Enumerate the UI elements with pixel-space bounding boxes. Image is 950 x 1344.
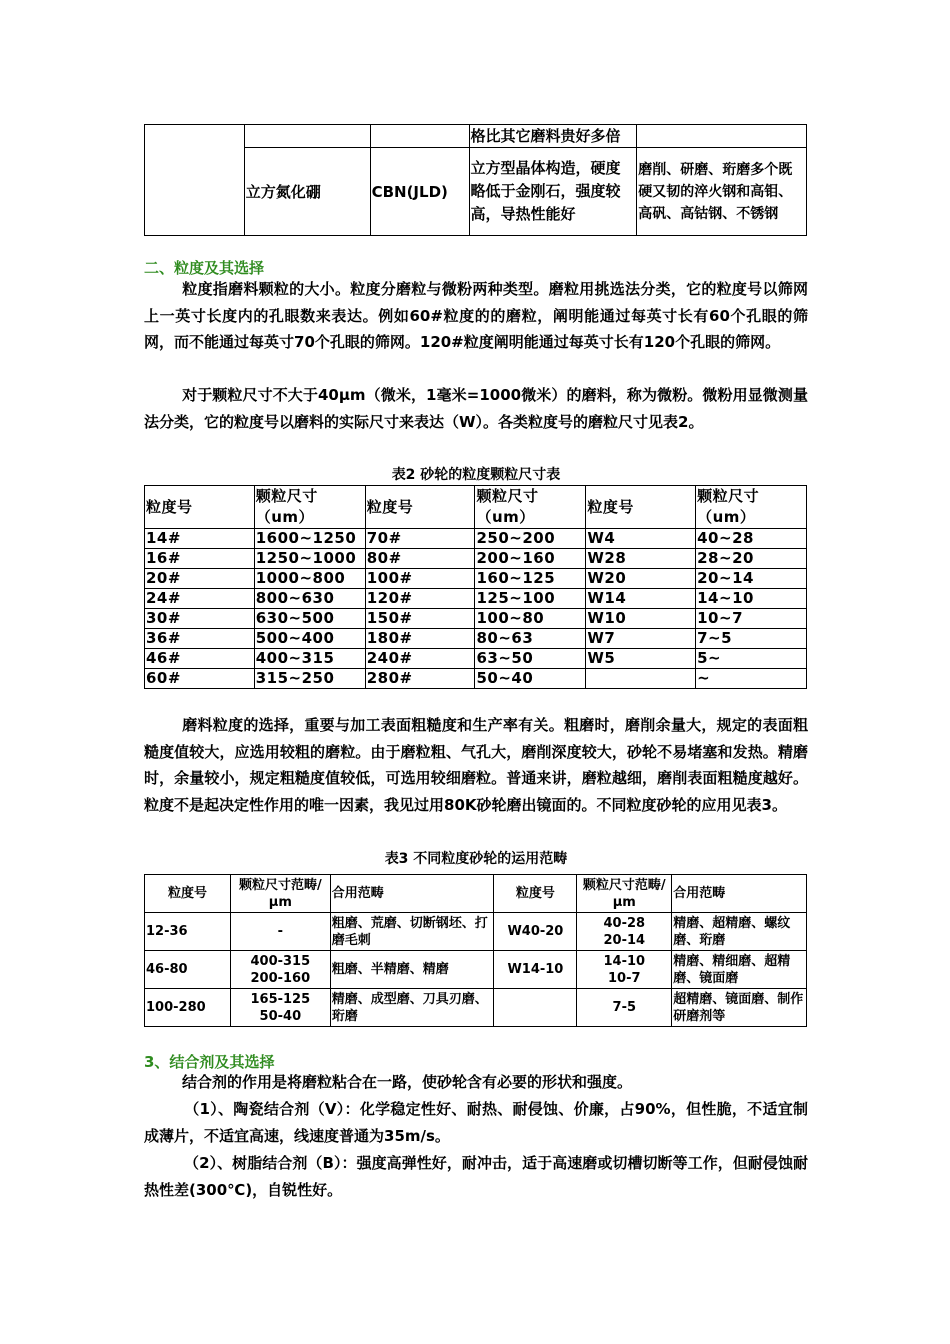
table-cell: 60# (145, 669, 255, 689)
paragraph-text: 结合剂的作用是将磨粒粘合在一路，使砂轮含有必要的形状和强度。 (182, 1073, 633, 1091)
table-row (145, 913, 807, 951)
paragraph (144, 1150, 808, 1203)
table-cell: 立方氮化硼 (244, 148, 370, 236)
paragraph (144, 1096, 808, 1149)
table-cell: 36# (145, 629, 255, 649)
table-cell: 20# (145, 569, 255, 589)
table-cell: 100# (365, 569, 475, 589)
table-cell: 63~50 (475, 649, 586, 669)
table-cell: W20 (586, 569, 696, 589)
table-cell: 1000~800 (254, 569, 365, 589)
table-cell: 28~20 (696, 549, 807, 569)
table-cell: W4 (586, 529, 696, 549)
table-cell (586, 669, 696, 689)
table-cell (494, 989, 577, 1027)
table-cell (244, 125, 370, 148)
table-cell: 超精磨、镜面磨、制作研磨剂等 (672, 989, 807, 1027)
table-cell: 160~125 (475, 569, 586, 589)
table-header-cell: 颗粒尺寸范畴/μm (577, 875, 672, 913)
table-row (145, 589, 807, 609)
table-header-cell: 粒度号 (494, 875, 577, 913)
table-cell: 100~80 (475, 609, 586, 629)
table-cell: 400-315 200-160 (230, 951, 330, 989)
table-cell: 500~400 (254, 629, 365, 649)
table-header-row (145, 875, 807, 913)
table-cell: 20~14 (696, 569, 807, 589)
table-cell: 12-36 (145, 913, 231, 951)
table-header-cell: 颗粒尺寸（um） (254, 486, 365, 529)
table-cell: 200~160 (475, 549, 586, 569)
table-cell: W5 (586, 649, 696, 669)
table-cell: 粗磨、半精磨、精磨 (330, 951, 494, 989)
section-heading: 3、结合剂及其选择 (144, 1053, 275, 1071)
table-cell: 280# (365, 669, 475, 689)
table-cell: 150# (365, 609, 475, 629)
table-cell: 40-28 20-14 (577, 913, 672, 951)
table-cell: 精磨、精细磨、超精磨、镜面磨 (672, 951, 807, 989)
table-cell: 5~ (696, 649, 807, 669)
paragraph (144, 712, 808, 818)
table-cell: 粗磨、荒磨、切断钢坯、打磨毛刺 (330, 913, 494, 951)
table-header-cell: 合用范畴 (330, 875, 494, 913)
grit-application-table (144, 874, 807, 1027)
table-cell: 14~10 (696, 589, 807, 609)
table-cell: - (230, 913, 330, 951)
table-row (145, 629, 807, 649)
table-cell: 格比其它磨料贵好多倍 (469, 125, 637, 148)
table-cell: 40~28 (696, 529, 807, 549)
table-cell: 70# (365, 529, 475, 549)
table-cell: 400~315 (254, 649, 365, 669)
paragraph-text: （2）、树脂结合剂（B）：强度高弹性好，耐冲击，适于高速磨或切槽切断等工作，但耐侵蚀耐热性差(300℃)，自锐性好。 (144, 1154, 808, 1199)
paragraph-text: （1）、陶瓷结合剂（V）：化学稳定性好、耐热、耐侵蚀、价廉，占90%，但性脆，不适宜制成薄片，不适宜高速，线速度普通为35m/s。 (144, 1100, 808, 1145)
table-row (145, 989, 807, 1027)
table-cell: 240# (365, 649, 475, 669)
table-header-cell: 粒度号 (586, 486, 696, 529)
table-cell: W14 (586, 589, 696, 609)
table-cell: 180# (365, 629, 475, 649)
table-header-cell: 合用范畴 (672, 875, 807, 913)
table-caption: 表2 砂轮的粒度颗粒尺寸表 (391, 467, 561, 483)
table-header-cell: 颗粒尺寸（um） (696, 486, 807, 529)
table-row (145, 649, 807, 669)
abrasive-table-continued (144, 124, 807, 236)
table-cell: 50~40 (475, 669, 586, 689)
table-cell: 80# (365, 549, 475, 569)
table-row (145, 529, 807, 549)
table-cell: 1250~1000 (254, 549, 365, 569)
table-cell: 46# (145, 649, 255, 669)
table-cell: 165-125 50-40 (230, 989, 330, 1027)
section-heading: 二、粒度及其选择 (144, 259, 265, 277)
table-cell: 315~250 (254, 669, 365, 689)
table-cell: 100-280 (145, 989, 231, 1027)
table-cell: W40-20 (494, 913, 577, 951)
table-cell: 14# (145, 529, 255, 549)
table-cell: 24# (145, 589, 255, 609)
paragraph-text: 粒度指磨料颗粒的大小。粒度分磨粒与微粉两种类型。磨粒用挑选法分类，它的粒度号以筛网上一英寸长度内的孔眼数来表达。例如60#粒度的的磨粒，阐明能通过每英寸长有60个孔眼的筛网，而不能通过每英寸70个孔眼的筛网。120#粒度阐明能通过每英寸长有120个孔眼的筛网。 (144, 280, 808, 351)
table-cell: 250~200 (475, 529, 586, 549)
paragraph (144, 276, 808, 356)
paragraph-text: 对于颗粒尺寸不大于40μm（微米，1毫米=1000微米）的磨料，称为微粉。微粉用显微测量法分类，它的粒度号以磨料的实际尺寸来表达（W）。各类粒度号的磨粒尺寸见表2。 (144, 386, 808, 431)
table-cell: W10 (586, 609, 696, 629)
table-row (145, 549, 807, 569)
table-cell: 磨削、研磨、珩磨多个既硬又韧的淬火钢和高钼、高矾、高钴钢、不锈钢 (637, 148, 807, 236)
table-caption: 表3 不同粒度砂轮的运用范畴 (384, 851, 568, 867)
paragraph (144, 1069, 808, 1096)
table-row (145, 609, 807, 629)
table-header-cell: 粒度号 (145, 486, 255, 529)
table-cell: W7 (586, 629, 696, 649)
table-cell (637, 125, 807, 148)
table-cell: 立方型晶体构造，硬度略低于金刚石，强度较高，导热性能好 (469, 148, 637, 236)
table-cell: 16# (145, 549, 255, 569)
table-cell: 7~5 (696, 629, 807, 649)
paragraph-text: 磨料粒度的选择，重要与加工表面粗糙度和生产率有关。粗磨时，磨削余量大，规定的表面粗糙度值较大，应选用较粗的磨粒。由于磨粒粗、气孔大，磨削深度较大，砂轮不易堵塞和发热。精磨时，余量较小，规定粗糙度值较低，可选用较细磨粒。普通来讲，磨粒越细，磨削表面粗糙度越好。粒度不是起决定性作用的唯一因素，我见过用80K砂轮磨出镜面的。不同粒度砂轮的应用见表3。 (144, 716, 808, 814)
table-cell: 7-5 (577, 989, 672, 1027)
table-cell: 30# (145, 609, 255, 629)
table-row (145, 669, 807, 689)
table-header-cell: 颗粒尺寸范畴/μm (230, 875, 330, 913)
table-row (145, 125, 807, 148)
table-cell: 1600~1250 (254, 529, 365, 549)
table-cell: 14-10 10-7 (577, 951, 672, 989)
table-cell: ~ (696, 669, 807, 689)
table-cell (145, 125, 245, 236)
table-header-cell: 粒度号 (365, 486, 475, 529)
table-row (145, 569, 807, 589)
table-cell: W14-10 (494, 951, 577, 989)
table-row (145, 951, 807, 989)
table-cell: CBN(JLD) (370, 148, 469, 236)
grit-size-table (144, 485, 807, 689)
table-cell: 800~630 (254, 589, 365, 609)
table-cell (370, 125, 469, 148)
table-cell: 125~100 (475, 589, 586, 609)
table-cell: 精磨、成型磨、刀具刃磨、珩磨 (330, 989, 494, 1027)
table-cell: 120# (365, 589, 475, 609)
table-cell: 46-80 (145, 951, 231, 989)
table-row (145, 148, 807, 236)
table-cell: 10~7 (696, 609, 807, 629)
table-header-cell: 粒度号 (145, 875, 231, 913)
paragraph (144, 382, 808, 435)
table-header-cell: 颗粒尺寸（um） (475, 486, 586, 529)
table-cell: W28 (586, 549, 696, 569)
table-header-row (145, 486, 807, 529)
table-cell: 630~500 (254, 609, 365, 629)
table-cell: 精磨、超精磨、螺纹磨、珩磨 (672, 913, 807, 951)
table-cell: 80~63 (475, 629, 586, 649)
